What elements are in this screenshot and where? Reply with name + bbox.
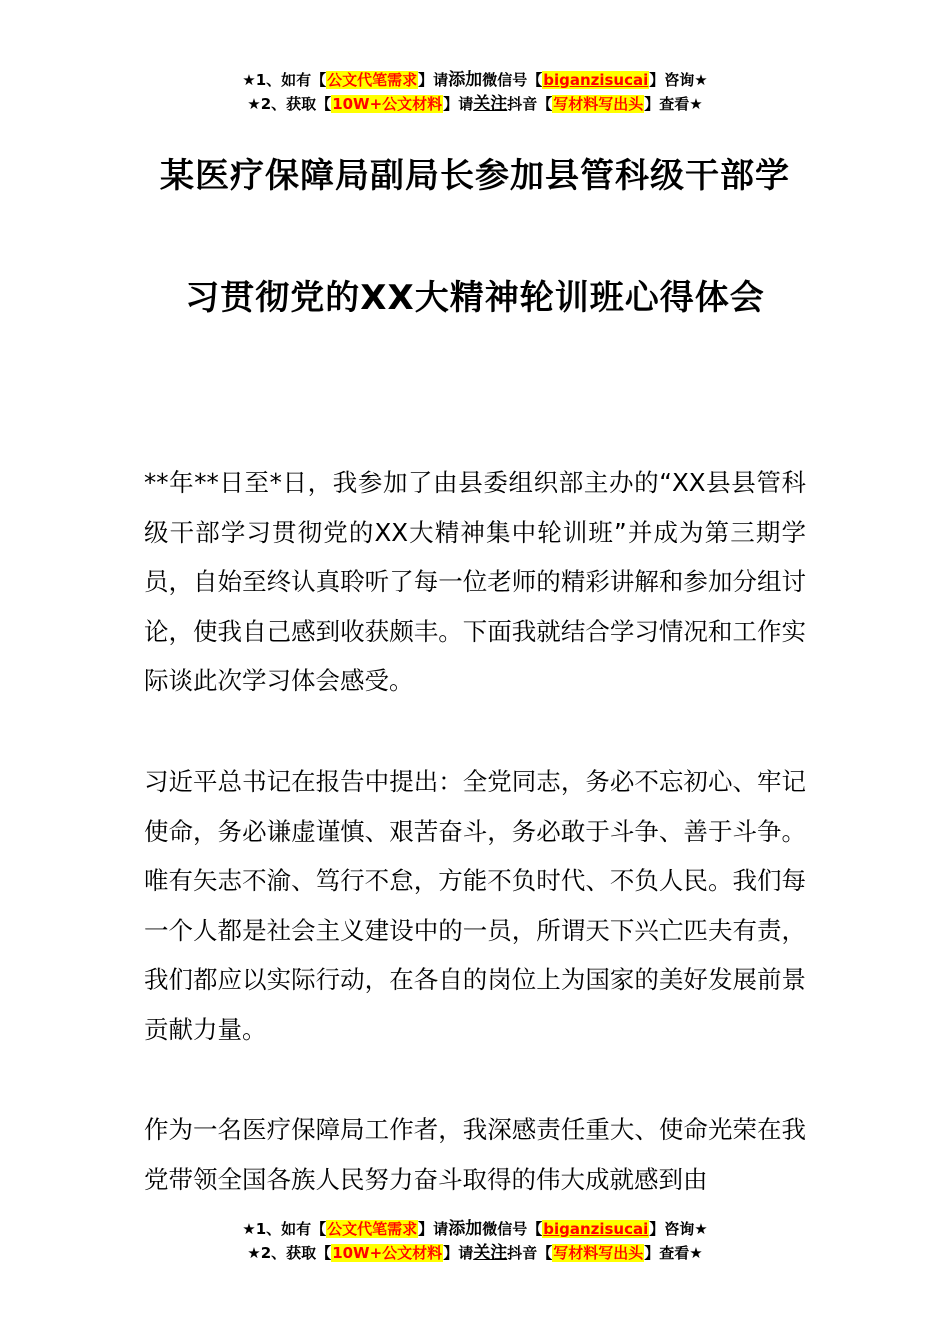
body-paragraph-3: 作为一名医疗保障局工作者，我深感责任重大、使命光荣在我党带领全国各族人民努力奋斗取得的伟大成就感到由 [144,1115,806,1194]
document-title-line-1: 某医疗保障局副局长参加县管科级干部学 [160,156,790,196]
banner-highlight: 公文代笔需求 [327,71,418,89]
body-paragraph-2: 习近平总书记在报告中提出：全党同志，务必不忘初心、牢记使命，务必谦虚谨慎、艰苦奋斗，务必敢于斗争、善于斗争。唯有矢志不渝、笃行不怠，方能不负时代、不负人民。我们每一个人都是社会主义建设中的一员，所谓天下兴亡匹夫有责，我们都应以实际行动，在各自的岗位上为国家的美好发展前景贡献力量。 [144,767,806,1044]
banner-line-1: ★1、如有【公文代笔需求】请添加微信号【biganzisucai】咨询★ [242,1219,708,1239]
document-title-line-2: 习贯彻党的XX大精神轮训班心得体会 [185,278,765,318]
banner-douyin-id: 写材料写出头 [553,1244,644,1262]
banner-line-2: ★2、获取【10W+公文材料】请关注抖音【写材料写出头】查看★ [247,1243,703,1263]
body-paragraph-1: **年**日至*日，我参加了由县委组织部主办的“XX县县管科级干部学习贯彻党的XX大精神集中轮训班”并成为第三期学员，自始至终认真聆听了每一位老师的精彩讲解和参加分组讨论，使我自己感到收获颇丰。下面我就结合学习情况和工作实际谈此次学习体会感受。 [144,468,806,695]
banner-douyin-id: 写材料写出头 [553,95,644,113]
banner-wechat-id: biganzisucai [543,71,649,89]
banner-line-2: ★2、获取【10W+公文材料】请关注抖音【写材料写出头】查看★ [247,94,703,114]
header-banner [0,68,950,116]
banner-highlight: 10W+公文材料 [332,1244,443,1262]
footer-banner [0,1217,950,1265]
banner-highlight: 10W+公文材料 [332,95,443,113]
banner-highlight: 公文代笔需求 [327,1220,418,1238]
banner-wechat-id: biganzisucai [543,1220,649,1238]
banner-line-1: ★1、如有【公文代笔需求】请添加微信号【biganzisucai】咨询★ [242,70,708,90]
